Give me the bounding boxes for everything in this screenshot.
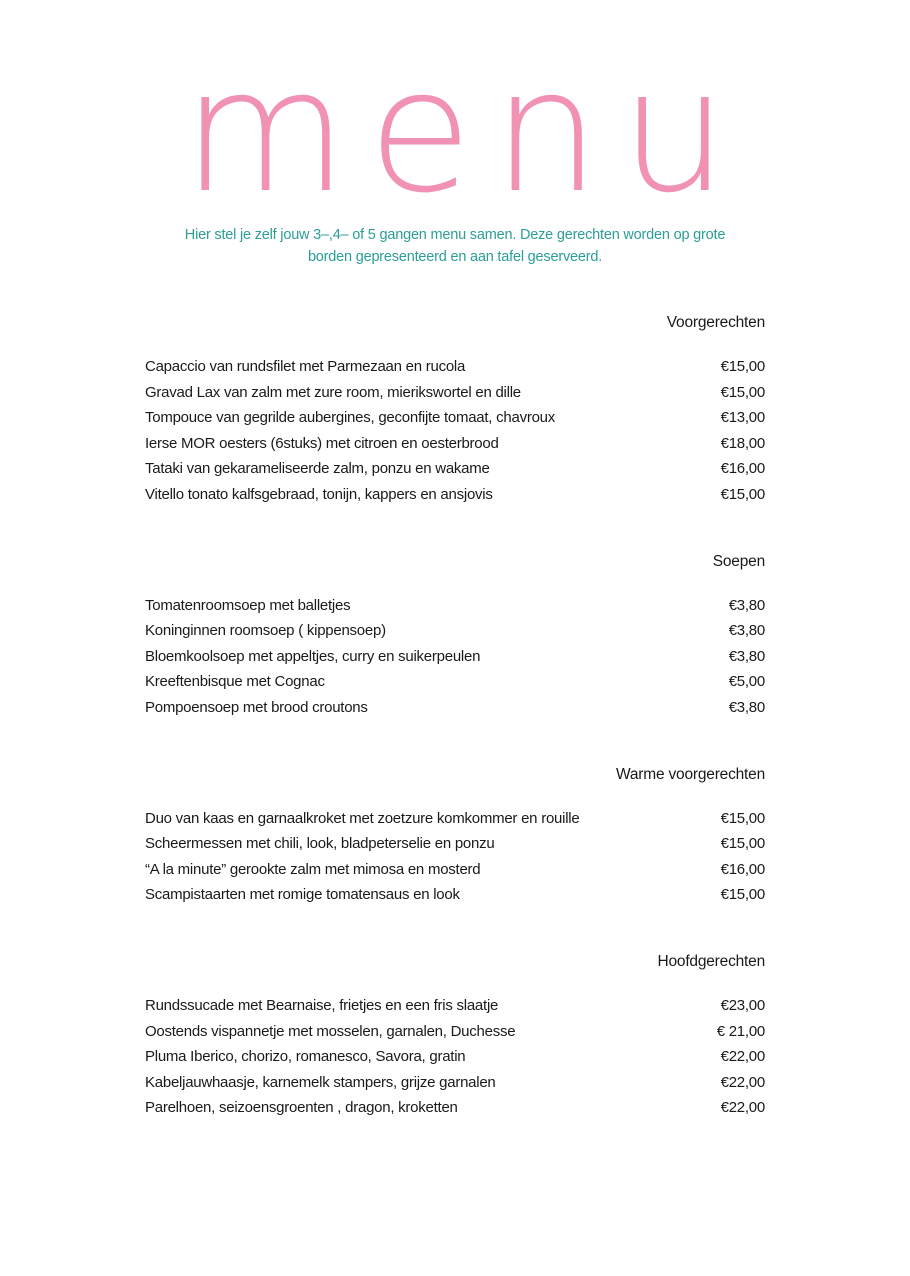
menu-item-name: Pompoensoep met brood croutons (145, 698, 368, 716)
menu-section (145, 766, 765, 904)
menu-item-row (145, 810, 765, 827)
menu-item-price: €16,00 (720, 460, 765, 478)
menu-item-row (145, 486, 765, 503)
menu-item-price: €3,80 (728, 596, 765, 614)
section-title: Voorgerechten (666, 314, 765, 332)
section-title: Warme voorgerechten (616, 765, 765, 783)
menu-item-row (145, 460, 765, 477)
menu-item-name: Duo van kaas en garnaalkroket met zoetzure komkommer en rouille (145, 809, 580, 827)
menu-item-price: €15,00 (720, 358, 765, 376)
menu-item-row (145, 622, 765, 639)
menu-item-name: Vitello tonato kalfsgebraad, tonijn, kappers en ansjovis (145, 485, 493, 503)
menu-item-name: Scampistaarten met romige tomatensaus en look (145, 886, 460, 904)
menu-item-price: €18,00 (720, 434, 765, 452)
menu-item-row (145, 861, 765, 878)
menu-item-name: Kabeljauwhaasje, karnemelk stampers, grijze garnalen (145, 1073, 496, 1091)
menu-item-price: €13,00 (720, 409, 765, 427)
menu-item-price: €5,00 (728, 673, 765, 691)
section-items (145, 597, 765, 716)
menu-item-name: Kreeftenbisque met Cognac (145, 673, 325, 691)
menu-item-price: €15,00 (720, 886, 765, 904)
section-title: Hoofdgerechten (657, 953, 765, 971)
menu-item-name: Tomatenroomsoep met balletjes (145, 596, 351, 614)
menu-item-name: Capaccio van rundsfilet met Parmezaan en rucola (145, 358, 466, 376)
menu-item-row (145, 1099, 765, 1116)
section-items (145, 810, 765, 904)
menu-item-name: Bloemkoolsoep met appeltjes, curry en suikerpeulen (145, 647, 481, 665)
menu-item-name: Pluma Iberico, chorizo, romanesco, Savora, gratin (145, 1048, 466, 1066)
menu-section (145, 953, 765, 1116)
menu-item-name: Koninginnen roomsoep ( kippensoep) (145, 622, 386, 640)
menu-item-name: Ierse MOR oesters (6stuks) met citroen en oesterbrood (145, 434, 499, 452)
menu-item-price: €22,00 (720, 1099, 765, 1117)
menu-item-price: €22,00 (720, 1073, 765, 1091)
menu-item-row (145, 409, 765, 426)
menu-item-price: €15,00 (720, 835, 765, 853)
menu-item-name: Gravad Lax van zalm met zure room, mierikswortel en dille (145, 383, 521, 401)
menu-item-price: €16,00 (720, 860, 765, 878)
menu-item-name: Rundssucade met Bearnaise, frietjes en een fris slaatje (145, 997, 499, 1015)
menu-item-price: €3,80 (728, 698, 765, 716)
menu-item-row (145, 886, 765, 903)
intro-line-1: Hier stel je zelf jouw 3–,4– of 5 gangen menu samen. Deze gerechten worden (184, 226, 670, 243)
menu-item-price: €23,00 (720, 997, 765, 1015)
menu-item-price: €15,00 (720, 485, 765, 503)
intro-line-2: op grote borden gepresenteerd en aan tafel geserveerd. (307, 226, 726, 265)
menu-item-row (145, 384, 765, 401)
menu-item-price: €3,80 (728, 622, 765, 640)
menu-item-name: Scheermessen met chili, look, bladpeterselie en ponzu (145, 835, 495, 853)
menu-item-price: € 21,00 (716, 1022, 765, 1040)
menu-item-row (145, 648, 765, 665)
menu-item-row (145, 1074, 765, 1091)
menu-item-price: €22,00 (720, 1048, 765, 1066)
menu-item-name: Oostends vispannetje met mosselen, garnalen, Duchesse (145, 1022, 516, 1040)
menu-item-name: Tompouce van gegrilde aubergines, geconfijte tomaat, chavroux (145, 409, 556, 427)
menu-item-row (145, 1023, 765, 1040)
menu-item-row (145, 435, 765, 452)
menu-item-row (145, 835, 765, 852)
menu-item-row (145, 699, 765, 716)
menu-item-price: €15,00 (720, 383, 765, 401)
menu-sections (145, 314, 765, 1116)
menu-item-row (145, 673, 765, 690)
menu-item-price: €15,00 (720, 809, 765, 827)
menu-item-price: €3,80 (728, 647, 765, 665)
menu-item-row (145, 1048, 765, 1065)
section-items (145, 358, 765, 503)
menu-section (145, 314, 765, 503)
menu-item-name: “A la minute” gerookte zalm met mimosa en mosterd (145, 860, 481, 878)
menu-item-row (145, 358, 765, 375)
section-items (145, 997, 765, 1116)
menu-item-row (145, 997, 765, 1014)
intro-text (175, 224, 735, 269)
menu-item-row (145, 597, 765, 614)
menu-section (145, 553, 765, 716)
menu-item-name: Parelhoen, seizoensgroenten , dragon, kroketten (145, 1099, 458, 1117)
section-title: Soepen (712, 552, 765, 570)
menu-item-name: Tataki van gekarameliseerde zalm, ponzu en wakame (145, 460, 490, 478)
page-title: menu (182, 33, 748, 231)
